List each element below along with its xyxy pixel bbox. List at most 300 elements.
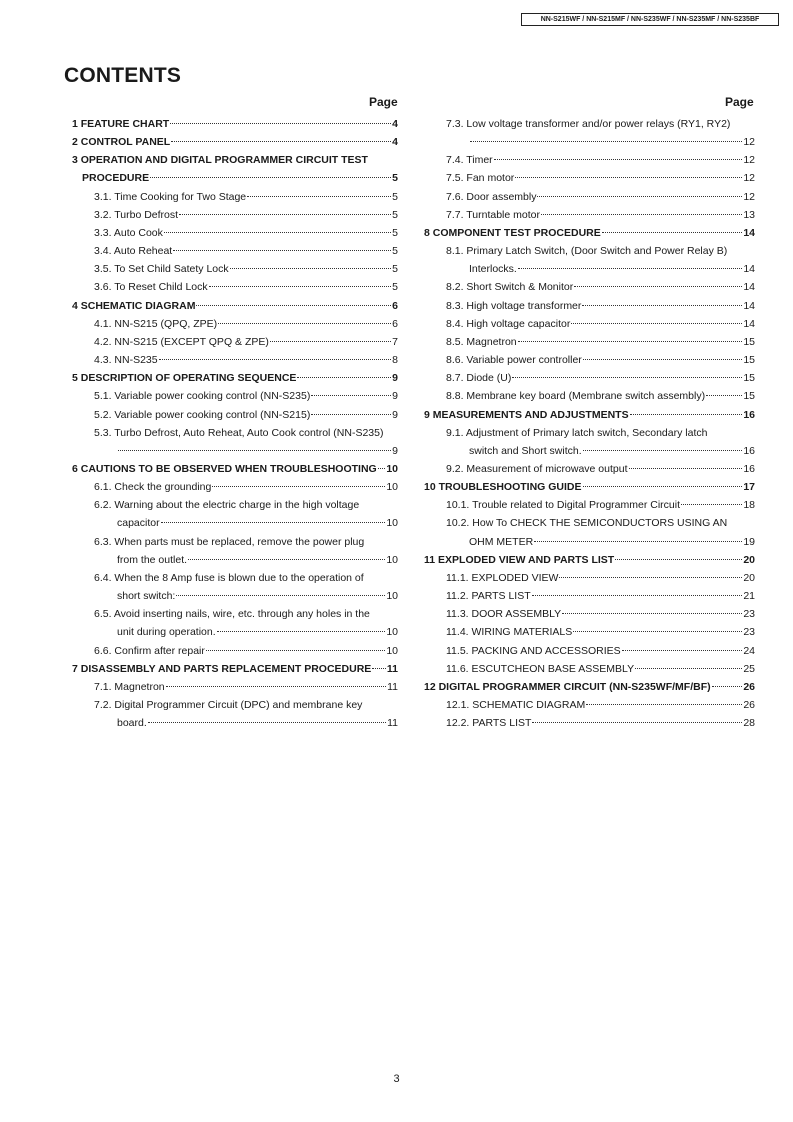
toc-page-number: 12 [743, 136, 755, 149]
toc-entry[interactable] [424, 242, 755, 278]
dot-leader [583, 486, 743, 487]
dot-leader [512, 377, 742, 378]
toc-page-number: 14 [743, 317, 755, 330]
toc-page-number: 12 [743, 172, 755, 185]
toc-entry[interactable] [72, 660, 398, 678]
toc-entry-line [424, 551, 755, 569]
toc-entry-line [94, 478, 398, 496]
dot-leader [176, 595, 385, 596]
toc-page-number: 21 [743, 590, 755, 603]
toc-entry[interactable] [424, 514, 755, 550]
toc-page-number: 10 [386, 553, 398, 566]
toc-entry-title: 12.2. PARTS LIST [446, 717, 532, 730]
toc-page-number: 5 [392, 281, 398, 294]
toc-entry-line [446, 605, 755, 623]
toc-entry-title: 7.1. Magnetron [94, 680, 165, 693]
dot-leader [179, 214, 391, 215]
dot-leader [494, 159, 743, 160]
dot-leader [681, 504, 742, 505]
toc-entry-line [94, 333, 398, 351]
toc-entry-title: 9.1. Adjustment of Primary latch switch, Secondary latch [446, 426, 708, 439]
toc-entry-line [446, 496, 755, 514]
toc-entry[interactable] [424, 188, 755, 206]
toc-entry-line [446, 714, 755, 732]
toc-column-right [424, 115, 755, 732]
toc-page-number: 18 [743, 499, 755, 512]
toc-page-number: 4 [392, 136, 398, 149]
dot-leader [230, 268, 392, 269]
toc-entry-line [446, 587, 755, 605]
toc-entry-line [446, 642, 755, 660]
toc-entry[interactable] [424, 424, 755, 460]
toc-entry[interactable] [72, 151, 398, 187]
toc-entry-title: 7.6. Door assembly [446, 190, 537, 203]
toc-entry-line [94, 587, 398, 605]
toc-entry[interactable] [72, 406, 398, 424]
toc-entry-title-continued: switch and Short switch. [469, 444, 582, 457]
toc-entry[interactable] [72, 115, 398, 133]
dot-leader [583, 359, 743, 360]
toc-page-number: 9 [392, 444, 398, 457]
toc-entry[interactable] [72, 242, 398, 260]
dot-leader [583, 450, 743, 451]
toc-entry-line [72, 460, 398, 478]
toc-entry-title-continued: board. [117, 717, 147, 730]
dot-leader [173, 250, 391, 251]
toc-entry-title-continued: capacitor [117, 517, 160, 530]
toc-entry[interactable] [72, 569, 398, 605]
model-header: NN-S215WF / NN-S215MF / NN-S235WF / NN-S235MF / NN-S235BF [521, 13, 779, 26]
dot-leader [518, 341, 743, 342]
toc-page-number: 17 [743, 481, 755, 494]
toc-entry-title-continued: Interlocks. [469, 263, 517, 276]
dot-leader [372, 668, 386, 669]
toc-entry-title: 6.5. Avoid inserting nails, wire, etc. through any holes in the [94, 608, 370, 621]
dot-leader [515, 177, 742, 178]
toc-entry-line [424, 678, 755, 696]
dot-leader [297, 377, 391, 378]
toc-entry-line [424, 224, 755, 242]
toc-page-number: 14 [743, 263, 755, 276]
dot-leader [518, 268, 742, 269]
dot-leader [212, 486, 385, 487]
toc-entry[interactable] [72, 424, 398, 460]
toc-entry-line [446, 369, 755, 387]
toc-entry-title: 6.2. Warning about the electric charge in the high voltage [94, 499, 360, 512]
dot-leader [166, 686, 386, 687]
toc-entry[interactable] [424, 642, 755, 660]
toc-entry[interactable] [72, 133, 398, 151]
toc-entry[interactable] [424, 169, 755, 187]
toc-page-number: 25 [743, 662, 755, 675]
toc-entry-line [446, 297, 755, 315]
toc-entry-title: 4.3. NN-S235 [94, 354, 158, 367]
toc-entry-title: 11.6. ESCUTCHEON BASE ASSEMBLY [446, 662, 635, 675]
page-title: CONTENTS [64, 64, 182, 87]
toc-entry[interactable] [424, 151, 755, 169]
toc-entry-line [94, 406, 398, 424]
toc-entry[interactable] [72, 478, 398, 496]
dot-leader [562, 613, 742, 614]
page-column-label-right: Page [725, 95, 754, 109]
dot-leader [630, 414, 743, 415]
toc-entry-title: 8.1. Primary Latch Switch, (Door Switch and Power Relay B) [446, 245, 728, 258]
toc-page-number: 16 [743, 444, 755, 457]
dot-leader [622, 650, 743, 651]
toc-entry-title-continued: PROCEDURE [82, 172, 150, 185]
dot-leader [209, 286, 392, 287]
toc-page-number: 5 [392, 226, 398, 239]
toc-entry-title: 10.2. How To CHECK THE SEMICONDUCTORS USING AN [446, 517, 728, 530]
toc-entry-line [94, 642, 398, 660]
toc-entry-title: 12 DIGITAL PROGRAMMER CIRCUIT (NN-S235WF/MF/BF) [424, 680, 711, 693]
toc-entry-title: 5.3. Turbo Defrost, Auto Reheat, Auto Cook control (NN-S235) [94, 426, 384, 439]
toc-entry-line [72, 297, 398, 315]
toc-page-number: 10 [386, 626, 398, 639]
dot-leader [270, 341, 391, 342]
dot-leader [206, 650, 385, 651]
dot-leader [586, 704, 742, 705]
dot-leader [118, 450, 391, 451]
toc-entry[interactable] [72, 206, 398, 224]
toc-page-number: 16 [743, 462, 755, 475]
toc-entry-line [72, 660, 398, 678]
toc-entry-title-continued: OHM METER [469, 535, 534, 548]
toc-page-number: 19 [743, 535, 755, 548]
toc-page-number: 10 [386, 462, 398, 475]
toc-page-number: 23 [743, 626, 755, 639]
toc-entry-line [446, 660, 755, 678]
toc-entry[interactable] [424, 351, 755, 369]
toc-entry-line [446, 315, 755, 333]
toc-entry[interactable] [424, 496, 755, 514]
toc-entry-line [94, 714, 398, 732]
toc-page-number: 10 [386, 517, 398, 530]
toc-entry[interactable] [424, 605, 755, 623]
toc-entry-title: 8.4. High voltage capacitor [446, 317, 571, 330]
dot-leader [559, 577, 742, 578]
toc-page-number: 20 [743, 553, 755, 566]
toc-entry-title: 4.2. NN-S215 (EXCEPT QPQ & ZPE) [94, 335, 269, 348]
toc-entry-line [446, 351, 755, 369]
toc-entry-title: 3.4. Auto Reheat [94, 245, 173, 258]
dot-leader [615, 559, 742, 560]
toc-entry-line [446, 169, 755, 187]
toc-page-number: 8 [392, 354, 398, 367]
toc-entry[interactable] [424, 115, 755, 151]
toc-entry-title: 1 FEATURE CHART [72, 118, 170, 130]
toc-entry[interactable] [424, 660, 755, 678]
toc-page-number: 10 [386, 481, 398, 494]
toc-entry-line [94, 242, 398, 260]
toc-entry-line [94, 387, 398, 405]
toc-entry-line [94, 224, 398, 242]
toc-entry-line [94, 351, 398, 369]
toc-entry[interactable] [424, 551, 755, 569]
toc-entry-title: 11.1. EXPLODED VIEW [446, 571, 559, 584]
dot-leader [247, 196, 391, 197]
toc-entry[interactable] [424, 623, 755, 641]
toc-page-number: 26 [743, 680, 755, 693]
dot-leader [171, 141, 391, 142]
toc-entry-line [446, 333, 755, 351]
toc-entry-line [72, 133, 398, 151]
toc-entry[interactable] [72, 642, 398, 660]
toc-page-number: 6 [392, 299, 398, 312]
page-column-label-left: Page [369, 95, 398, 109]
toc-entry-line [94, 514, 398, 532]
toc-entry-line [446, 151, 755, 169]
dot-leader [635, 668, 742, 669]
toc-entry-title: 7.2. Digital Programmer Circuit (DPC) and membrane key [94, 699, 363, 711]
dot-leader [164, 232, 391, 233]
dot-leader [218, 323, 391, 324]
toc-entry-title: 3.1. Time Cooking for Two Stage [94, 190, 247, 203]
toc-entry-title-continued: short switch: [117, 590, 176, 603]
toc-entry-title: 7.5. Fan motor [446, 172, 515, 185]
toc-entry-line [424, 406, 755, 424]
toc-page-number: 5 [392, 263, 398, 276]
toc-page-number: 15 [743, 354, 755, 367]
toc-entry[interactable] [424, 224, 755, 242]
dot-leader [148, 722, 386, 723]
toc-entry[interactable] [72, 188, 398, 206]
toc-entry-title: 11.2. PARTS LIST [446, 590, 531, 603]
toc-entry-line [446, 133, 755, 151]
toc-entry-title-continued: from the outlet. [117, 553, 188, 566]
toc-entry-title: 6.6. Confirm after repair [94, 644, 205, 657]
toc-entry[interactable] [72, 333, 398, 351]
toc-page-number: 6 [392, 317, 398, 330]
toc-page-number: 5 [392, 172, 398, 185]
toc-entry-title: 11 EXPLODED VIEW AND PARTS LIST [424, 553, 615, 566]
dot-leader [532, 722, 742, 723]
toc-entry-line [72, 169, 398, 187]
toc-page-number: 7 [392, 335, 398, 348]
dot-leader [170, 123, 391, 124]
toc-entry-line [446, 569, 755, 587]
toc-entry-line [446, 696, 755, 714]
toc-page-number: 5 [392, 208, 398, 221]
toc-entry-title: 7.4. Timer [446, 154, 493, 167]
dot-leader [161, 522, 386, 523]
toc-entry[interactable] [424, 387, 755, 405]
toc-entry[interactable] [72, 315, 398, 333]
toc-entry-line [446, 623, 755, 641]
dot-leader [537, 196, 742, 197]
toc-page-number: 13 [743, 208, 755, 221]
toc-entry[interactable] [72, 351, 398, 369]
toc-page-number: 23 [743, 608, 755, 621]
toc-entry[interactable] [72, 369, 398, 387]
toc-entry-line [94, 260, 398, 278]
dot-leader [582, 305, 742, 306]
toc-page-number: 10 [386, 590, 398, 603]
toc-entry[interactable] [424, 569, 755, 587]
toc-page-number: 26 [743, 699, 755, 711]
toc-entry-title: 5.2. Variable power cooking control (NN-S215) [94, 408, 311, 421]
toc-column-left [72, 115, 398, 732]
toc-entry-line [446, 278, 755, 296]
toc-page-number: 11 [387, 717, 398, 730]
toc-page-number: 11 [386, 662, 398, 675]
toc-entry-line [446, 442, 755, 460]
toc-entry[interactable] [424, 714, 755, 732]
toc-page-number: 14 [743, 299, 755, 312]
toc-entry-line [94, 206, 398, 224]
dot-leader [573, 631, 742, 632]
toc-entry-title: 6.3. When parts must be replaced, remove the power plug [94, 535, 365, 548]
dot-leader [311, 395, 391, 396]
toc-page-number: 10 [386, 644, 398, 657]
toc-entry[interactable] [72, 460, 398, 478]
toc-entry-title: 3.5. To Set Child Satety Lock [94, 263, 229, 276]
toc-entry[interactable] [424, 478, 755, 496]
dot-leader [150, 177, 391, 178]
toc-entry[interactable] [424, 460, 755, 478]
toc-entry-title: 9 MEASUREMENTS AND ADJUSTMENTS [424, 408, 629, 421]
toc-entry-title: 10 TROUBLESHOOTING GUIDE [424, 481, 582, 494]
toc-page-number: 15 [743, 390, 755, 403]
dot-leader [602, 232, 743, 233]
toc-entry-line [94, 623, 398, 641]
toc-entry-title: 6.1. Check the grounding [94, 481, 212, 494]
toc-entry[interactable] [424, 206, 755, 224]
toc-entry-title: 9.2. Measurement of microwave output [446, 462, 628, 475]
dot-leader [541, 214, 742, 215]
toc-page-number: 15 [743, 372, 755, 385]
toc-entry-title: 12.1. SCHEMATIC DIAGRAM [446, 699, 586, 711]
dot-leader [378, 468, 386, 469]
dot-leader [571, 323, 742, 324]
dot-leader [629, 468, 743, 469]
toc-entry-title: 8.8. Membrane key board (Membrane switch assembly) [446, 390, 706, 403]
toc-page-number: 16 [743, 408, 755, 421]
toc-entry-line [72, 369, 398, 387]
dot-leader [706, 395, 742, 396]
dot-leader [712, 686, 743, 687]
toc-page-number: 14 [743, 226, 755, 239]
toc-entry[interactable] [72, 678, 398, 696]
toc-entry-line [72, 115, 398, 133]
dot-leader [311, 414, 391, 415]
toc-entry-line [446, 188, 755, 206]
toc-entry[interactable] [424, 297, 755, 315]
toc-entry-line [94, 278, 398, 296]
dot-leader [534, 541, 742, 542]
toc-entry-title-continued: unit during operation. [117, 626, 216, 639]
toc-entry-title: 6 CAUTIONS TO BE OBSERVED WHEN TROUBLESHOOTING [72, 462, 377, 475]
toc-entry-title: 8.3. High voltage transformer [446, 299, 582, 312]
toc-page-number: 9 [392, 372, 398, 385]
toc-entry-title: 4.1. NN-S215 (QPQ, ZPE) [94, 317, 218, 330]
toc-entry-title: 8.6. Variable power controller [446, 354, 582, 367]
dot-leader [470, 141, 742, 142]
toc-page-number: 14 [743, 281, 755, 294]
toc-entry-title: 2 CONTROL PANEL [72, 136, 171, 149]
toc-entry-line [94, 551, 398, 569]
toc-entry[interactable] [424, 333, 755, 351]
toc-page-number: 5 [392, 245, 398, 258]
toc-entry[interactable] [72, 297, 398, 315]
toc-entry-title: 7.7. Turntable motor [446, 208, 540, 221]
dot-leader [574, 286, 742, 287]
toc-entry-title: 8.2. Short Switch & Monitor [446, 281, 574, 294]
toc-entry[interactable] [72, 260, 398, 278]
toc-entry-title: 3.6. To Reset Child Lock [94, 281, 208, 294]
toc-entry[interactable] [72, 278, 398, 296]
toc-entry[interactable] [424, 315, 755, 333]
dot-leader [532, 595, 743, 596]
dot-leader [159, 359, 392, 360]
toc-entry-line [446, 387, 755, 405]
toc-entry[interactable] [424, 278, 755, 296]
toc-page-number: 11 [387, 680, 398, 693]
toc-entry-title: 11.3. DOOR ASSEMBLY [446, 608, 562, 621]
toc-page-number: 24 [743, 644, 755, 657]
toc-entry-title: 6.4. When the 8 Amp fuse is blown due to the operation of [94, 571, 364, 584]
toc-page-number: 5 [392, 190, 398, 203]
toc-page-number: 12 [743, 154, 755, 167]
toc-entry-line [94, 442, 398, 460]
toc-entry-title: 11.4. WIRING MATERIALS [446, 626, 573, 639]
toc-entry-line [446, 460, 755, 478]
toc-entry-title: 3.3. Auto Cook [94, 226, 163, 239]
toc-entry-title: 8.5. Magnetron [446, 335, 517, 348]
toc-page-number: 9 [392, 390, 398, 403]
toc-entry-line [446, 206, 755, 224]
toc-entry-line [446, 260, 755, 278]
toc-entry-line [94, 678, 398, 696]
toc-entry-title: 8 COMPONENT TEST PROCEDURE [424, 226, 601, 239]
toc-entry[interactable] [424, 678, 755, 696]
toc-entry-line [446, 533, 755, 551]
dot-leader [188, 559, 385, 560]
toc-entry[interactable] [72, 496, 398, 532]
toc-page-number: 9 [392, 408, 398, 421]
dot-leader [217, 631, 386, 632]
toc-entry-title: 5.1. Variable power cooking control (NN-S235) [94, 390, 311, 403]
toc-entry[interactable] [72, 696, 398, 732]
dot-leader [196, 305, 391, 306]
toc-entry-title: 4 SCHEMATIC DIAGRAM [72, 299, 196, 312]
toc-entry[interactable] [424, 369, 755, 387]
toc-page-number: 20 [743, 571, 755, 584]
toc-entry[interactable] [424, 696, 755, 714]
toc-entry-title: 8.7. Diode (U) [446, 372, 512, 385]
toc-entry-line [424, 478, 755, 496]
toc-entry-title: 3 OPERATION AND DIGITAL PROGRAMMER CIRCUIT TEST [72, 154, 368, 167]
toc-entry[interactable] [72, 533, 398, 569]
toc-entry[interactable] [72, 387, 398, 405]
toc-entry-title: 7 DISASSEMBLY AND PARTS REPLACEMENT PROCEDURE [72, 662, 372, 675]
page-number: 3 [393, 1073, 400, 1085]
toc-entry-title: 7.3. Low voltage transformer and/or power relays (RY1, RY2) [446, 118, 731, 130]
toc-page-number: 4 [392, 118, 398, 130]
toc-entry-line [94, 315, 398, 333]
toc-entry[interactable] [72, 605, 398, 641]
toc-entry-title: 3.2. Turbo Defrost [94, 208, 179, 221]
toc-entry-title: 10.1. Trouble related to Digital Programmer Circuit [446, 499, 681, 512]
toc-entry[interactable] [424, 587, 755, 605]
toc-entry-title: 5 DESCRIPTION OF OPERATING SEQUENCE [72, 372, 297, 385]
toc-page-number: 28 [743, 717, 755, 730]
toc-page-number: 12 [743, 190, 755, 203]
toc-page-number: 15 [743, 335, 755, 348]
toc-entry[interactable] [72, 224, 398, 242]
toc-entry[interactable] [424, 406, 755, 424]
toc-entry-title: 11.5. PACKING AND ACCESSORIES [446, 644, 621, 657]
